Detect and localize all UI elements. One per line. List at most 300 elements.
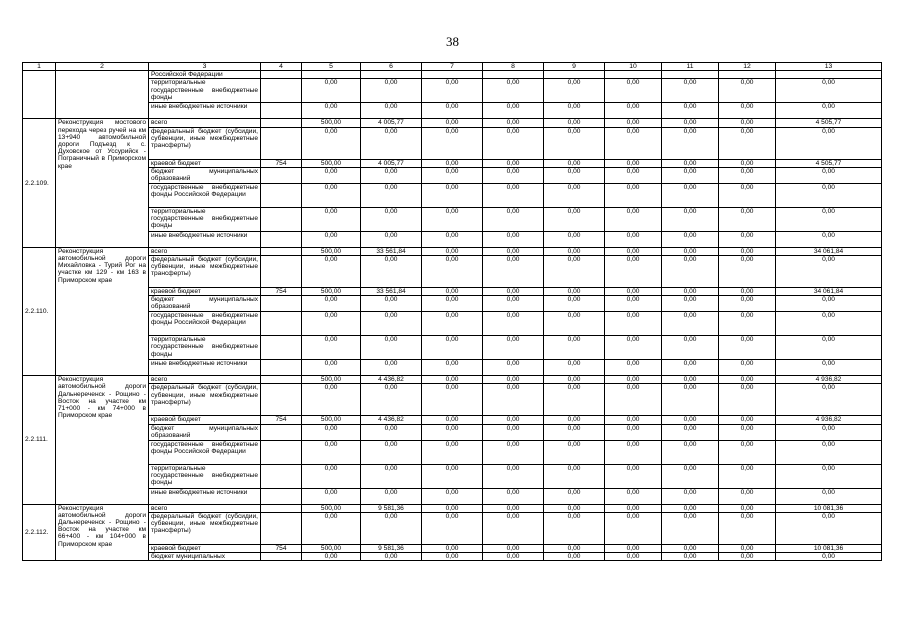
org-code (261, 553, 302, 561)
amount-cell (422, 71, 483, 79)
amount-cell: 0,00 (544, 512, 605, 544)
amount-cell: 0,00 (662, 544, 719, 552)
amount-cell: 0,00 (302, 424, 361, 440)
amount-cell: 0,00 (361, 384, 422, 416)
amount-cell: 0,00 (302, 464, 361, 488)
amount-cell: 4 005,77 (361, 159, 422, 167)
amount-cell: 0,00 (776, 103, 882, 119)
header-row (23, 63, 882, 71)
item-name: Реконструкция автомобильной дороги Дальнереченск - Рощино - Восток на участке км 71+000 - км 74+000 в Приморском крае (56, 376, 149, 504)
amount-cell: 0,00 (544, 544, 605, 552)
table-row (23, 544, 882, 552)
funding-source: государственные внебюджетные фонды Российской Федерации (149, 183, 261, 207)
amount-cell: 0,00 (662, 488, 719, 504)
amount-cell: 0,00 (544, 79, 605, 103)
amount-cell: 33 561,84 (361, 288, 422, 296)
amount-cell: 0,00 (422, 360, 483, 376)
amount-cell: 500,00 (302, 416, 361, 424)
column-header: 9 (544, 63, 605, 71)
amount-cell: 0,00 (605, 183, 662, 207)
amount-cell: 0,00 (776, 296, 882, 312)
amount-cell: 0,00 (605, 544, 662, 552)
amount-cell: 0,00 (302, 79, 361, 103)
amount-cell: 0,00 (361, 424, 422, 440)
amount-cell: 0,00 (544, 167, 605, 183)
amount-cell: 0,00 (361, 207, 422, 231)
amount-cell: 0,00 (605, 288, 662, 296)
table-row (23, 384, 882, 416)
table-row (23, 416, 882, 424)
amount-cell: 0,00 (605, 167, 662, 183)
amount-cell: 0,00 (483, 336, 544, 360)
amount-cell: 0,00 (483, 159, 544, 167)
amount-cell: 10 081,36 (776, 504, 882, 512)
org-code (261, 247, 302, 255)
amount-cell: 0,00 (662, 416, 719, 424)
amount-cell: 0,00 (302, 256, 361, 288)
amount-cell: 0,00 (719, 512, 776, 544)
amount-cell: 0,00 (544, 207, 605, 231)
org-code (261, 127, 302, 159)
amount-cell: 0,00 (776, 336, 882, 360)
amount-cell: 0,00 (776, 553, 882, 561)
amount-cell: 500,00 (302, 376, 361, 384)
amount-cell: 0,00 (544, 376, 605, 384)
amount-cell: 0,00 (605, 464, 662, 488)
amount-cell: 0,00 (483, 384, 544, 416)
amount-cell: 4 505,77 (776, 119, 882, 127)
funding-source: федеральный бюджет (субсидии, субвенции, иные межбюджетные трансферты) (149, 127, 261, 159)
org-code (261, 424, 302, 440)
amount-cell: 0,00 (483, 312, 544, 336)
table-row (23, 504, 882, 512)
amount-cell: 0,00 (422, 384, 483, 416)
amount-cell: 0,00 (719, 103, 776, 119)
amount-cell: 0,00 (662, 512, 719, 544)
org-code: 754 (261, 159, 302, 167)
org-code (261, 119, 302, 127)
org-code: 754 (261, 416, 302, 424)
amount-cell: 0,00 (662, 288, 719, 296)
amount-cell: 0,00 (719, 312, 776, 336)
amount-cell: 0,00 (483, 247, 544, 255)
amount-cell: 0,00 (776, 424, 882, 440)
amount-cell: 0,00 (483, 288, 544, 296)
column-header: 4 (261, 63, 302, 71)
funding-source: иные внебюджетные источники (149, 103, 261, 119)
amount-cell: 0,00 (544, 127, 605, 159)
amount-cell: 0,00 (662, 247, 719, 255)
org-code (261, 312, 302, 336)
amount-cell: 0,00 (719, 504, 776, 512)
amount-cell: 0,00 (544, 384, 605, 416)
amount-cell: 0,00 (544, 336, 605, 360)
amount-cell: 0,00 (422, 440, 483, 464)
amount-cell (544, 71, 605, 79)
funding-source: территориальные государственные внебюджетные фонды (149, 207, 261, 231)
amount-cell: 0,00 (302, 336, 361, 360)
amount-cell (302, 71, 361, 79)
org-code (261, 464, 302, 488)
amount-cell: 0,00 (422, 288, 483, 296)
amount-cell: 0,00 (776, 183, 882, 207)
amount-cell: 0,00 (662, 360, 719, 376)
table-row (23, 119, 882, 127)
funding-source: территориальные государственные внебюджетные фонды (149, 79, 261, 103)
amount-cell: 0,00 (776, 440, 882, 464)
funding-source: государственные внебюджетные фонды Российской Федерации (149, 312, 261, 336)
amount-cell: 0,00 (719, 553, 776, 561)
amount-cell (719, 71, 776, 79)
amount-cell: 0,00 (776, 488, 882, 504)
table-row (23, 103, 882, 119)
amount-cell (662, 71, 719, 79)
amount-cell: 0,00 (302, 360, 361, 376)
funding-source: государственные внебюджетные фонды Российской Федерации (149, 440, 261, 464)
amount-cell: 0,00 (544, 504, 605, 512)
org-code (261, 71, 302, 79)
amount-cell: 4 936,82 (776, 376, 882, 384)
amount-cell: 0,00 (662, 464, 719, 488)
amount-cell: 0,00 (605, 312, 662, 336)
amount-cell: 0,00 (302, 207, 361, 231)
amount-cell: 0,00 (662, 376, 719, 384)
amount-cell (361, 71, 422, 79)
amount-cell (776, 71, 882, 79)
amount-cell: 0,00 (544, 424, 605, 440)
amount-cell: 0,00 (719, 464, 776, 488)
table-row (23, 464, 882, 488)
amount-cell: 0,00 (483, 207, 544, 231)
amount-cell: 0,00 (605, 79, 662, 103)
amount-cell: 0,00 (422, 127, 483, 159)
column-header: 11 (662, 63, 719, 71)
amount-cell: 0,00 (302, 440, 361, 464)
table-row (23, 553, 882, 561)
amount-cell: 0,00 (776, 167, 882, 183)
amount-cell: 0,00 (662, 384, 719, 416)
amount-cell: 500,00 (302, 247, 361, 255)
table-row (23, 488, 882, 504)
amount-cell: 0,00 (662, 119, 719, 127)
funding-source: краевой бюджет (149, 288, 261, 296)
org-code (261, 183, 302, 207)
item-code: 2.2.111. (23, 376, 56, 504)
amount-cell: 0,00 (422, 512, 483, 544)
budget-table (22, 62, 882, 561)
amount-cell: 0,00 (361, 183, 422, 207)
amount-cell: 0,00 (719, 207, 776, 231)
amount-cell: 0,00 (719, 416, 776, 424)
amount-cell: 0,00 (361, 512, 422, 544)
amount-cell: 0,00 (483, 416, 544, 424)
amount-cell: 0,00 (605, 231, 662, 247)
org-code (261, 103, 302, 119)
item-code: 2.2.110. (23, 247, 56, 375)
amount-cell: 0,00 (719, 183, 776, 207)
amount-cell: 0,00 (544, 296, 605, 312)
amount-cell: 0,00 (544, 488, 605, 504)
funding-source: федеральный бюджет (субсидии, субвенции, иные межбюджетные трансферты) (149, 512, 261, 544)
table-row (23, 296, 882, 312)
amount-cell: 0,00 (422, 504, 483, 512)
amount-cell: 4 436,82 (361, 416, 422, 424)
amount-cell: 0,00 (776, 256, 882, 288)
table-row (23, 159, 882, 167)
amount-cell: 0,00 (719, 544, 776, 552)
amount-cell: 0,00 (605, 247, 662, 255)
amount-cell: 0,00 (662, 159, 719, 167)
amount-cell: 0,00 (422, 79, 483, 103)
org-code (261, 336, 302, 360)
amount-cell: 0,00 (605, 376, 662, 384)
amount-cell: 0,00 (422, 119, 483, 127)
amount-cell: 0,00 (361, 464, 422, 488)
amount-cell: 9 581,36 (361, 504, 422, 512)
amount-cell: 0,00 (605, 119, 662, 127)
org-code (261, 167, 302, 183)
column-header: 2 (56, 63, 149, 71)
amount-cell: 0,00 (422, 464, 483, 488)
amount-cell: 0,00 (483, 544, 544, 552)
amount-cell: 4 005,77 (361, 119, 422, 127)
amount-cell: 0,00 (302, 103, 361, 119)
amount-cell: 0,00 (422, 103, 483, 119)
amount-cell: 0,00 (662, 553, 719, 561)
amount-cell: 0,00 (483, 464, 544, 488)
amount-cell: 0,00 (544, 288, 605, 296)
amount-cell: 0,00 (605, 360, 662, 376)
amount-cell: 0,00 (662, 167, 719, 183)
amount-cell: 34 061,84 (776, 288, 882, 296)
funding-source: иные внебюджетные источники (149, 360, 261, 376)
org-code (261, 512, 302, 544)
org-code (261, 296, 302, 312)
amount-cell: 0,00 (483, 296, 544, 312)
amount-cell: 0,00 (776, 127, 882, 159)
column-header: 8 (483, 63, 544, 71)
amount-cell: 0,00 (605, 416, 662, 424)
amount-cell: 0,00 (719, 231, 776, 247)
item-code: 2.2.112. (23, 504, 56, 561)
table-row (23, 231, 882, 247)
amount-cell: 0,00 (483, 360, 544, 376)
amount-cell: 4 436,82 (361, 376, 422, 384)
amount-cell: 0,00 (605, 512, 662, 544)
amount-cell: 0,00 (361, 360, 422, 376)
table-row (23, 79, 882, 103)
amount-cell: 0,00 (544, 464, 605, 488)
amount-cell (483, 71, 544, 79)
amount-cell: 0,00 (605, 504, 662, 512)
column-header: 5 (302, 63, 361, 71)
amount-cell: 0,00 (483, 167, 544, 183)
amount-cell: 0,00 (719, 167, 776, 183)
amount-cell: 0,00 (361, 167, 422, 183)
amount-cell: 0,00 (662, 79, 719, 103)
amount-cell: 0,00 (544, 183, 605, 207)
amount-cell: 0,00 (662, 504, 719, 512)
amount-cell: 0,00 (544, 247, 605, 255)
amount-cell: 0,00 (361, 312, 422, 336)
amount-cell: 0,00 (662, 256, 719, 288)
item-code: 2.2.109. (23, 119, 56, 247)
table-row (23, 424, 882, 440)
org-code (261, 207, 302, 231)
amount-cell: 0,00 (544, 103, 605, 119)
column-header: 1 (23, 63, 56, 71)
funding-source: федеральный бюджет (субсидии, субвенции, иные межбюджетные трансферты) (149, 384, 261, 416)
amount-cell: 0,00 (422, 231, 483, 247)
amount-cell: 0,00 (662, 127, 719, 159)
amount-cell: 0,00 (776, 312, 882, 336)
table-body (23, 63, 882, 561)
page-number: 38 (446, 34, 459, 49)
amount-cell: 0,00 (605, 488, 662, 504)
amount-cell: 0,00 (483, 127, 544, 159)
amount-cell: 0,00 (422, 167, 483, 183)
amount-cell: 0,00 (361, 336, 422, 360)
amount-cell: 0,00 (605, 207, 662, 231)
table-row (23, 312, 882, 336)
table-row (23, 71, 882, 79)
amount-cell: 0,00 (544, 360, 605, 376)
amount-cell: 0,00 (422, 256, 483, 288)
amount-cell: 10 081,36 (776, 544, 882, 552)
amount-cell: 0,00 (483, 553, 544, 561)
amount-cell: 0,00 (719, 127, 776, 159)
amount-cell: 0,00 (776, 464, 882, 488)
amount-cell: 0,00 (719, 384, 776, 416)
amount-cell: 0,00 (719, 288, 776, 296)
funding-source: всего (149, 247, 261, 255)
item-code (23, 71, 56, 119)
amount-cell: 0,00 (662, 424, 719, 440)
amount-cell: 0,00 (544, 440, 605, 464)
org-code: 754 (261, 288, 302, 296)
amount-cell: 0,00 (605, 127, 662, 159)
amount-cell: 0,00 (422, 207, 483, 231)
amount-cell: 0,00 (361, 256, 422, 288)
amount-cell: 0,00 (605, 296, 662, 312)
amount-cell: 0,00 (544, 159, 605, 167)
amount-cell: 500,00 (302, 119, 361, 127)
amount-cell: 0,00 (719, 296, 776, 312)
amount-cell: 0,00 (544, 416, 605, 424)
amount-cell: 0,00 (719, 440, 776, 464)
table-row (23, 207, 882, 231)
amount-cell: 0,00 (483, 504, 544, 512)
amount-cell: 0,00 (776, 384, 882, 416)
amount-cell: 0,00 (605, 553, 662, 561)
funding-source: бюджет муниципальных (149, 553, 261, 561)
amount-cell: 0,00 (719, 159, 776, 167)
table-row (23, 336, 882, 360)
org-code (261, 440, 302, 464)
org-code (261, 504, 302, 512)
item-name (56, 71, 149, 119)
amount-cell: 0,00 (483, 440, 544, 464)
table-row (23, 288, 882, 296)
amount-cell: 0,00 (361, 127, 422, 159)
amount-cell: 0,00 (719, 119, 776, 127)
amount-cell: 0,00 (483, 183, 544, 207)
amount-cell: 0,00 (605, 440, 662, 464)
amount-cell: 9 581,36 (361, 544, 422, 552)
amount-cell: 0,00 (302, 553, 361, 561)
amount-cell: 0,00 (719, 336, 776, 360)
amount-cell: 0,00 (544, 553, 605, 561)
amount-cell: 0,00 (302, 183, 361, 207)
funding-source: всего (149, 504, 261, 512)
org-code (261, 376, 302, 384)
funding-source: Российской Федерации (149, 71, 261, 79)
amount-cell: 0,00 (605, 256, 662, 288)
amount-cell: 0,00 (776, 512, 882, 544)
amount-cell: 0,00 (422, 416, 483, 424)
amount-cell: 0,00 (544, 256, 605, 288)
amount-cell: 0,00 (422, 376, 483, 384)
table-row (23, 440, 882, 464)
amount-cell (605, 71, 662, 79)
column-header: 12 (719, 63, 776, 71)
table-row (23, 183, 882, 207)
funding-source: всего (149, 119, 261, 127)
amount-cell: 0,00 (483, 256, 544, 288)
amount-cell: 0,00 (361, 296, 422, 312)
amount-cell: 0,00 (662, 296, 719, 312)
amount-cell: 0,00 (302, 512, 361, 544)
funding-source: краевой бюджет (149, 416, 261, 424)
amount-cell: 0,00 (719, 256, 776, 288)
amount-cell: 500,00 (302, 159, 361, 167)
org-code (261, 384, 302, 416)
item-name: Реконструкция автомобильной дороги Дальнереченск - Рощино - Восток на участке км 66+400 - км 104+000 в Приморском крае (56, 504, 149, 561)
amount-cell: 0,00 (361, 488, 422, 504)
amount-cell: 34 061,84 (776, 247, 882, 255)
amount-cell: 0,00 (302, 127, 361, 159)
amount-cell: 0,00 (361, 231, 422, 247)
amount-cell: 0,00 (302, 384, 361, 416)
amount-cell: 0,00 (719, 247, 776, 255)
amount-cell: 0,00 (605, 159, 662, 167)
amount-cell: 0,00 (605, 384, 662, 416)
funding-source: территориальные государственные внебюджетные фонды (149, 336, 261, 360)
amount-cell: 0,00 (422, 544, 483, 552)
amount-cell: 0,00 (662, 231, 719, 247)
amount-cell: 0,00 (662, 312, 719, 336)
amount-cell: 0,00 (302, 488, 361, 504)
amount-cell: 0,00 (361, 79, 422, 103)
amount-cell: 0,00 (422, 488, 483, 504)
funding-source: иные внебюджетные источники (149, 488, 261, 504)
amount-cell: 0,00 (662, 207, 719, 231)
funding-source: краевой бюджет (149, 159, 261, 167)
amount-cell: 0,00 (302, 167, 361, 183)
funding-source: бюджет муниципальных образований (149, 167, 261, 183)
org-code (261, 79, 302, 103)
funding-source: бюджет муниципальных образований (149, 296, 261, 312)
org-code (261, 256, 302, 288)
amount-cell: 500,00 (302, 504, 361, 512)
amount-cell: 0,00 (605, 336, 662, 360)
amount-cell: 0,00 (483, 119, 544, 127)
org-code (261, 360, 302, 376)
amount-cell: 4 936,82 (776, 416, 882, 424)
amount-cell: 0,00 (361, 440, 422, 464)
org-code (261, 488, 302, 504)
column-header: 13 (776, 63, 882, 71)
